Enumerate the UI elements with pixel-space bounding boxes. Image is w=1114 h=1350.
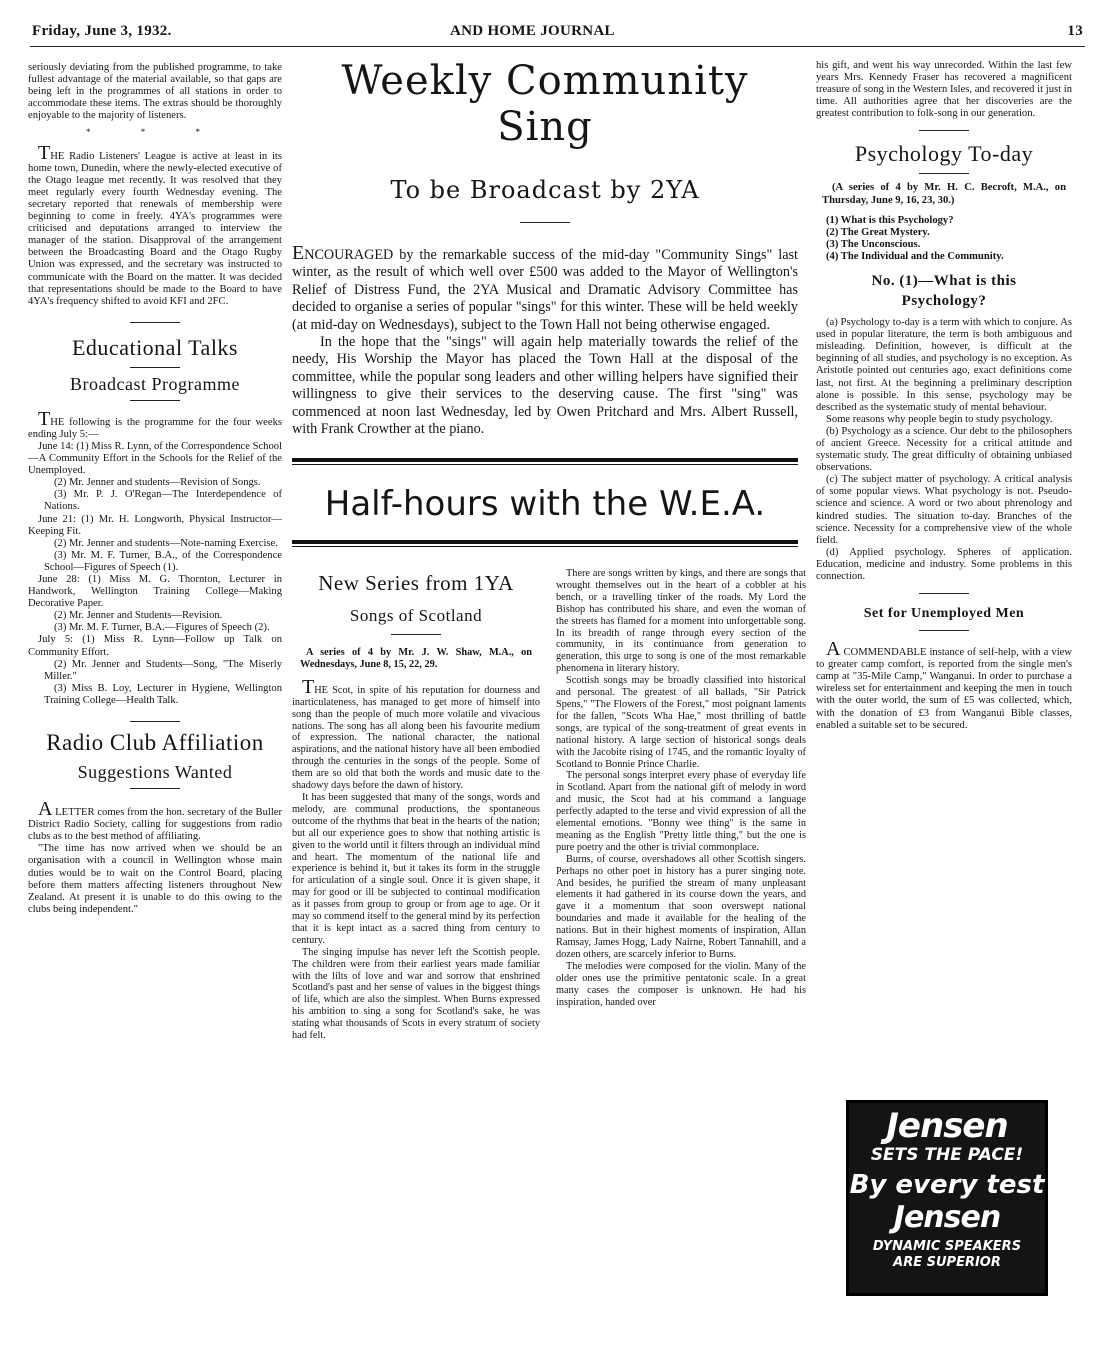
ad-brand-repeat: Jensen: [893, 1200, 1001, 1235]
edu-item: (3) Mr. M. F. Turner, B.A., of the Correspondence School—Figures of Speech (1).: [44, 549, 282, 573]
wea-para: The singing impulse has never left the Scottish people. The children were from their earliest years made familiar with the lilts of love and war and sorrow that enshrined Scotland's past and her sense of values in the biggest things of life, which are also the simplest. When Burns expressed his ambition to sing a song for Scotland's sake, he was stating what thousands of Scots in every stratum of society had felt.: [292, 946, 540, 1042]
community-sing-para-1: ENCOURAGED by the remarkable success of the mid-day "Community Sings" last winter, as the result of which well over £500 was added to the Mayor of Wellington's Relief of Distress Fund, the 2YA Musical and Dramatic Advisory Committee has decided to organise a series of popular "sings" for this winter. These will be held weekly (at mid-day on Wednesdays), subject to the Town Hall not being otherwise engaged.: [292, 242, 798, 333]
psychology-title: Psychology To-day: [854, 141, 1034, 167]
edu-item: (2) Mr. Jenner and students—Note-naming Exercise.: [54, 537, 278, 549]
radio-club-title: Radio Club Affiliation: [46, 730, 264, 756]
edu-item: (3) Mr. M. F. Turner, B.A.—Figures of Speech (2).: [54, 622, 270, 634]
edu-item: (3) Mr. P. J. O'Regan—The Interdependence of Nations.: [44, 489, 282, 513]
community-sing-subtitle: To be Broadcast by 2YA: [390, 176, 700, 204]
wea-banner: Half-hours with the W.E.A.: [324, 484, 766, 524]
wea-column-2: [556, 568, 806, 1009]
psychology-series: (A series of 4 by Mr. H. C. Becroft, M.A., on Thursday, June 9, 16, 23, 30.): [822, 182, 1066, 206]
edu-item: (2) Mr. Jenner and Students—Revision.: [54, 610, 223, 622]
psychology-para: (a) Psychology to-day is a term with which to conjure. As used in popular literature, the term is both ambiguous and misleading. Definition, however, is difficult at the beginning of all studies, and psychology is no exception. As Aristotle pointed out centuries ago, exact definitions come last, not first. At the beginning a preliminary description alone is possible. In this sense, psychology may be described as the systematic study of mental behaviour.: [816, 317, 1072, 413]
educational-talks-subtitle: Broadcast Programme: [70, 373, 240, 394]
edu-item: (2) Mr. Jenner and Students—Song, "The Miserly Miller.": [44, 658, 282, 682]
divider: [919, 130, 969, 131]
wea-series-subtitle: Songs of Scotland: [349, 606, 483, 625]
wea-series-title: New Series from 1YA: [318, 571, 514, 595]
unemployed-text: A COMMENDABLE instance of self-help, with a view to greater camp comfort, is reported from the single men's camp at "35-Mile Camp," Wanganui. In order to purchase a wireless set for entertainment and keeping the men in touch with the outer world, the sum of £5 was collected, which, with the donation of £3 from Wanganui Bible classes, enabled a suitable set to be secured.: [816, 638, 1072, 731]
edu-item: June 14: (1) Miss R. Lynn, of the Correspondence School—A Community Effort in the Schools for the Relief of the Unemployed.: [28, 440, 282, 477]
right-top-text: his gift, and went his way unrecorded. Within the last few years Mrs. Kennedy Fraser has recovered a magnificent treasure of song in the Western Isles, and recovered it just in time. All authorities agree that her discoveries are the greatest contribution to folk-song in our generation.: [816, 60, 1072, 120]
unemployed-title: Set for Unemployed Men: [863, 606, 1025, 622]
wea-para: It has been suggested that many of the songs, words and melody, are communal productions, the spontaneous outcome of the rhythms that beat in the hearts of the nation; but all our experience goes to show that nothing artistic is given to the world until it filters through an individual mind and heart. The momentum of the national life and experience is behind it, but it takes its form in the struggle for articulation of a single soul. Once it is given shape, it may for good or ill be subjected to continual modification as it passes from group to group or from age to age. Or it may so commend itself to the general mind by its perfection that it is kept intact as a sacred thing from century to century.: [292, 791, 540, 946]
right-column: [816, 60, 1072, 732]
psychology-list-item: (3) The Unconscious.: [826, 238, 921, 250]
psychology-list-item: (4) The Individual and the Community.: [826, 250, 1004, 262]
divider: [130, 400, 180, 401]
edu-intro: THE following is the programme for the four weeks ending July 5:—: [28, 407, 282, 440]
psychology-no1-title: No. (1)—What is this Psychology?: [871, 273, 1017, 310]
divider: [520, 222, 570, 223]
community-sing-para-2: In the hope that the "sings" will again help materially towards the relief of the needy, His Worship the Mayor has placed the Town Hall at the disposal of the committee, while the popular song leaders and other willing helpers have signified their willingness to give their services to the deserving cause. The first "sing" was commenced at noon last Wednesday, led by Owen Pritchard and Mrs. Albert Russell, with Frank Crowther at the piano.: [292, 334, 798, 438]
club-para-2: "The time has now arrived when we should be an organisation with a council in Wellington whose main duties would be to wait on the Control Board, placing before them matters affecting listeners throughout New Zealand. At present it is unable to do this owing to the clubs being independent.": [28, 843, 282, 915]
wea-para: THE Scot, in spite of his reputation for dourness and inarticulateness, has managed to get more of himself into song than the people of much more volatile and vivacious nations. The song has all along been his favourite medium of expression. The national character, the national aspirations, and the national history have all been embodied through the centuries in the songs of the people. Some of them are so old that both the words and music date to the shadowy days before the dawn of history.: [292, 675, 540, 792]
edu-item: June 21: (1) Mr. H. Longworth, Physical Instructor—Keeping Fit.: [28, 513, 282, 537]
wea-para: The personal songs interpret every phase of everyday life in Scotland. Apart from the national gift of melody in word and music, the Scot had at his command a language perfectly adapted to the terse and vivid expression of all the elemental emotions. "Bonny wee thing" is the same in meaning as the English "Pretty little thing," but the one is pure poetry and the other is trivial commonplace.: [556, 770, 806, 853]
page-number: 13: [1067, 23, 1083, 39]
masthead: [30, 20, 1085, 47]
wea-series-info: A series of 4 by Mr. J. W. Shaw, M.A., on Wednesdays, June 8, 15, 22, 29.: [300, 647, 532, 670]
educational-talks-title: Educational Talks: [71, 334, 238, 360]
divider: [130, 788, 180, 789]
edu-item: (2) Mr. Jenner and students—Revision of Songs.: [54, 477, 261, 489]
divider: [391, 634, 441, 635]
community-sing-body: [292, 242, 798, 438]
psychology-para: (c) The subject matter of psychology. A critical analysis of some popular views. What psychology is not. Pseudo-science and science. A word or two about phrenology and kindred studies. The situation to-day. Branches of the science. Necessity for a comprehensive view of the whole field.: [816, 474, 1072, 546]
wea-para: Burns, of course, overshadows all other Scottish singers. Perhaps no other poet in history has a purer singing note. And besides, he purified the stream of many unpleasant elements it had gathered in its course down the years, and gave it a momentum that soon overswept national boundaries and made it available for the healing of the nations. But in their highest moments of inspiration, Allan Ramsay, James Hogg, Lady Nairne, Robert Tannahill, and a dozen others, are scarcely inferior to Burns.: [556, 853, 806, 960]
left-top-text: seriously deviating from the published programme, to take fullest advantage of the material available, so that gaps are being left in the programmes of all stations in order to accommodate these items. The extras should be thoroughly enjoyable to the majority of listeners.: [28, 62, 282, 122]
separator-stars: * * *: [86, 127, 224, 138]
wea-para: The melodies were composed for the violin. Many of the older ones use the primitive pentatonic scale. In a great many cases the composer is unknown. He had his inspiration, handed over: [556, 960, 806, 1008]
wea-para: There are songs written by kings, and there are songs that wrought themselves out in the heart of a cobbler at his bench, or a travelling tinker of the roads. My Lord the Bishop has contributed his share, and even the woman of the streets has flamed for a moment into unforgettable song. In its breadth of range through every section of the community, in its continuance from generation to generation, this urge to song is one of the most remarkable phenomena in literary history.: [556, 568, 806, 675]
psychology-para: Some reasons why people begin to study psychology.: [826, 413, 1053, 425]
psychology-list-item: (2) The Great Mystery.: [826, 226, 930, 238]
double-rule: [292, 540, 798, 547]
divider: [130, 367, 180, 368]
community-sing-section: [292, 58, 798, 438]
club-para-1: A LETTER comes from the hon. secretary of the Buller District Radio Society, calling for suggestions from radio clubs as to the best method of affiliating.: [28, 798, 282, 843]
wea-column-1: [292, 566, 540, 1042]
divider: [919, 173, 969, 174]
jensen-advertisement: [846, 1100, 1048, 1296]
psychology-para: (b) Psychology as a science. Our debt to the philosophers of ancient Greece. Necessity for a critical attitude and systematic study. The great difficulty of obtaining unbiased observations.: [816, 425, 1072, 474]
edu-item: June 28: (1) Miss M. G. Thornton, Lecturer in Handwork, Wellington Training College—Making Decorative Paper.: [28, 574, 282, 610]
issue-date: Friday, June 3, 1932.: [32, 23, 172, 39]
psychology-list-item: (1) What is this Psychology?: [826, 214, 954, 226]
radio-club-subtitle: Suggestions Wanted: [77, 762, 233, 783]
edu-item: July 5: (1) Miss R. Lynn—Follow up Talk on Community Effort.: [28, 634, 282, 658]
ad-slogan: SETS THE PACE!: [870, 1145, 1024, 1165]
ad-brand: Jensen: [886, 1106, 1008, 1146]
ad-product: DYNAMIC SPEAKERS: [872, 1239, 1022, 1254]
divider: [130, 721, 180, 722]
divider: [130, 322, 180, 323]
league-article: THE Radio Listeners' League is active at least in its home town, Dunedin, where the newly-elected executive of the Otago league met recently. It was resolved that they meet regularly every fourth Wednesday evening. The secretary reported that renewals of membership were beginning to come in freely. 4YA's programmes were criticised and deputations arranged to interview the manager of the station. Disapproval of the arrangement between the Broadcasting Board and the Otago Rugby Union was expressed, and the secretary was instructed to communicate with the Board on the matter. It was decided that representations should be made to the Board to have 4YA's frequency shifted to avoid KFI and 2FC.: [28, 141, 282, 307]
double-rule: [292, 458, 798, 465]
divider: [919, 593, 969, 594]
psychology-para: (d) Applied psychology. Spheres of application. Education, medicine and industry. Some problems in this connection.: [816, 546, 1072, 582]
edu-item: (3) Miss B. Loy, Lecturer in Hygiene, Wellington Training College—Health Talk.: [44, 682, 282, 706]
ad-tagline: By every test: [849, 1170, 1045, 1200]
journal-title: AND HOME JOURNAL: [450, 23, 615, 39]
ad-claim: ARE SUPERIOR: [893, 1255, 1001, 1270]
divider: [919, 630, 969, 631]
left-column: [28, 62, 282, 916]
wea-para: Scottish songs may be broadly classified into historical and personal. The greatest of all ballads, "Sir Patrick Spens," "The Flowers of the Forest," most poignant laments for the fallen, "Scots Wha Hae," most thrilling of battle songs, are typical of the song-treatment of great events in national history. A large section of historical songs deals with the Jacobite rising of 1745, and the romantic loyalty of Scotland to Bonnie Prince Charlie.: [556, 675, 806, 770]
community-sing-title: Weekly Community Sing: [341, 58, 749, 150]
